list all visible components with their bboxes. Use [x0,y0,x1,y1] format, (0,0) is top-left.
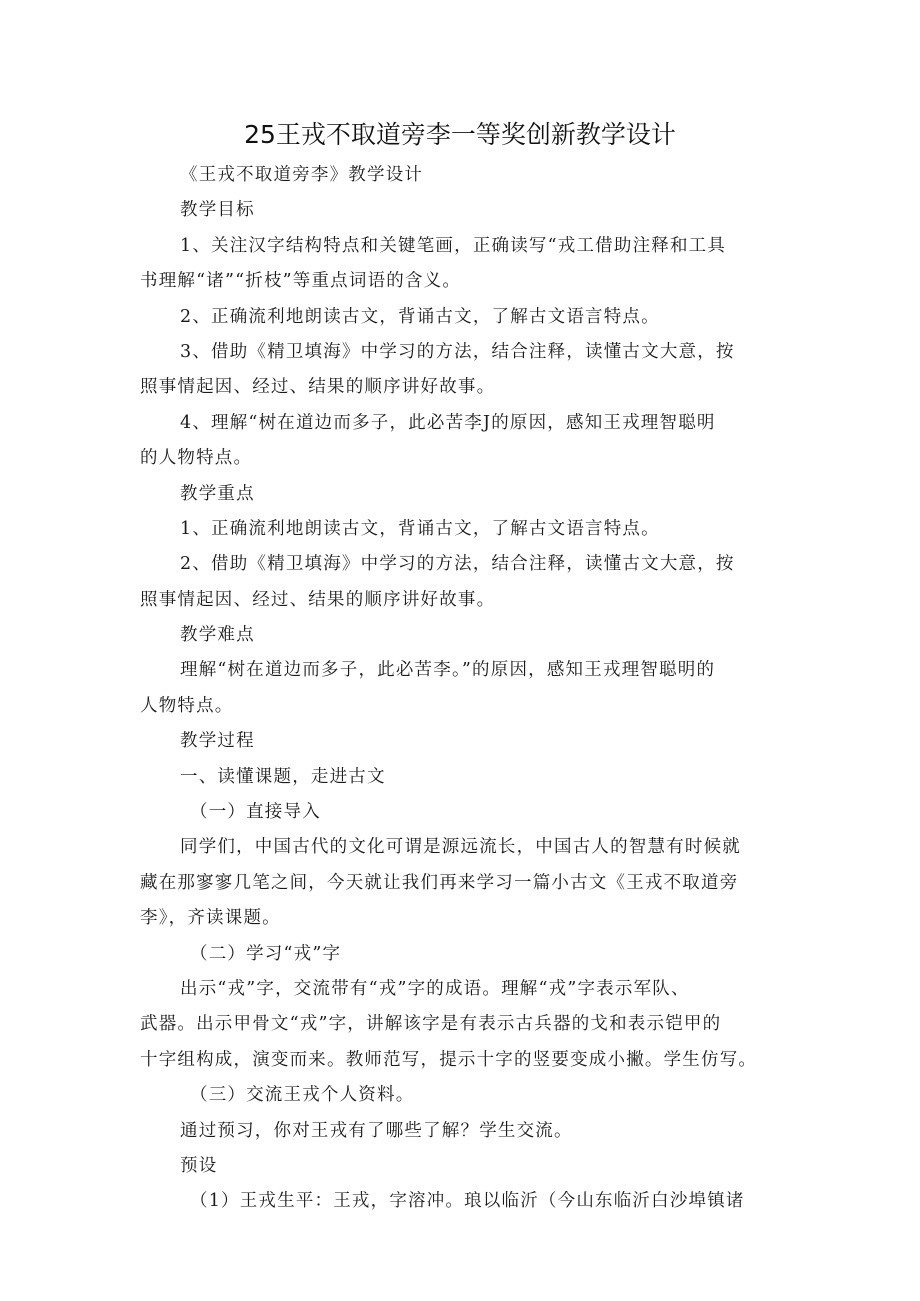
text-line: 教学目标 [180,200,255,221]
text-line: 教学重点 [180,483,255,504]
text-line: 1、正确流利地朗读古文，背诵古文，了解古文语言特点。 [180,518,660,539]
text-line: 出示“戎”字，交流带有“戎”字的成语。理解“戎”字表示军队、 [180,978,690,999]
text-line: 《王戎不取道旁李》教学设计 [180,165,424,185]
text-line: 藏在那寥寥几笔之间，今天就让我们再来学习一篇小古文《王戎不取道旁 [140,872,739,893]
text-line: 预设 [180,1155,218,1176]
text-line: 3、借助《精卫填海》中学习的方法，结合注释，读懂古文大意，按 [180,341,735,362]
text-line: 武器。出示甲骨文“戎”字，讲解该字是有表示古兵器的戈和表示铠甲的 [140,1014,722,1035]
text-line: （二）学习“戎”字 [190,943,342,964]
document-body [140,158,785,1220]
text-line: 的人物特点。 [140,448,253,469]
text-line: （1）王戎生平：王戎，字溶冲。琅以临沂（今山东临沂白沙埠镇诸 [190,1191,745,1212]
text-line: 同学们，中国古代的文化可谓是源远流长，中国古人的智慧有时候就 [180,837,741,858]
text-line: 教学过程 [180,731,255,752]
text-line: 4、理解“树在道边而多子，此必苦李J的原因，感知王戎理智聪明 [180,412,716,433]
text-line: 十字组构成，演变而来。教师范写，提示十字的竖要变成小撇。学生仿写。 [140,1049,758,1070]
text-line: 理解“树在道边而多子，此必苦李。”的原因，感知王戎理智聪明的 [180,660,716,681]
text-line: （一）直接导入 [190,802,321,823]
text-line: 教学难点 [180,625,255,646]
text-line: 2、借助《精卫填海》中学习的方法，结合注释，读懂古文大意，按 [180,554,735,575]
text-line: 2、正确流利地朗读古文，背诵古文，了解古文语言特点。 [180,306,660,327]
text-line: 1、关注汉字结构特点和关键笔画，正确读写“戎工借助注释和工具 [180,235,727,256]
text-line: 通过预习，你对王戎有了哪些了解？学生交流。 [180,1120,573,1141]
text-line: （三）交流王戎个人资料。 [190,1085,415,1106]
text-line: 照事情起因、经过、结果的顺序讲好故事。 [140,377,496,398]
text-line: 人物特点。 [140,695,234,716]
text-line: 书理解“诸”“折枝”等重点词语的含义。 [140,271,462,292]
text-line: 李》，齐读课题。 [140,908,281,929]
text-line: 一、读懂课题，走进古文 [180,766,386,787]
document-title: 25王戎不取道旁李一等奖创新教学设计 [244,120,676,149]
text-line: 照事情起因、经过、结果的顺序讲好故事。 [140,589,496,610]
